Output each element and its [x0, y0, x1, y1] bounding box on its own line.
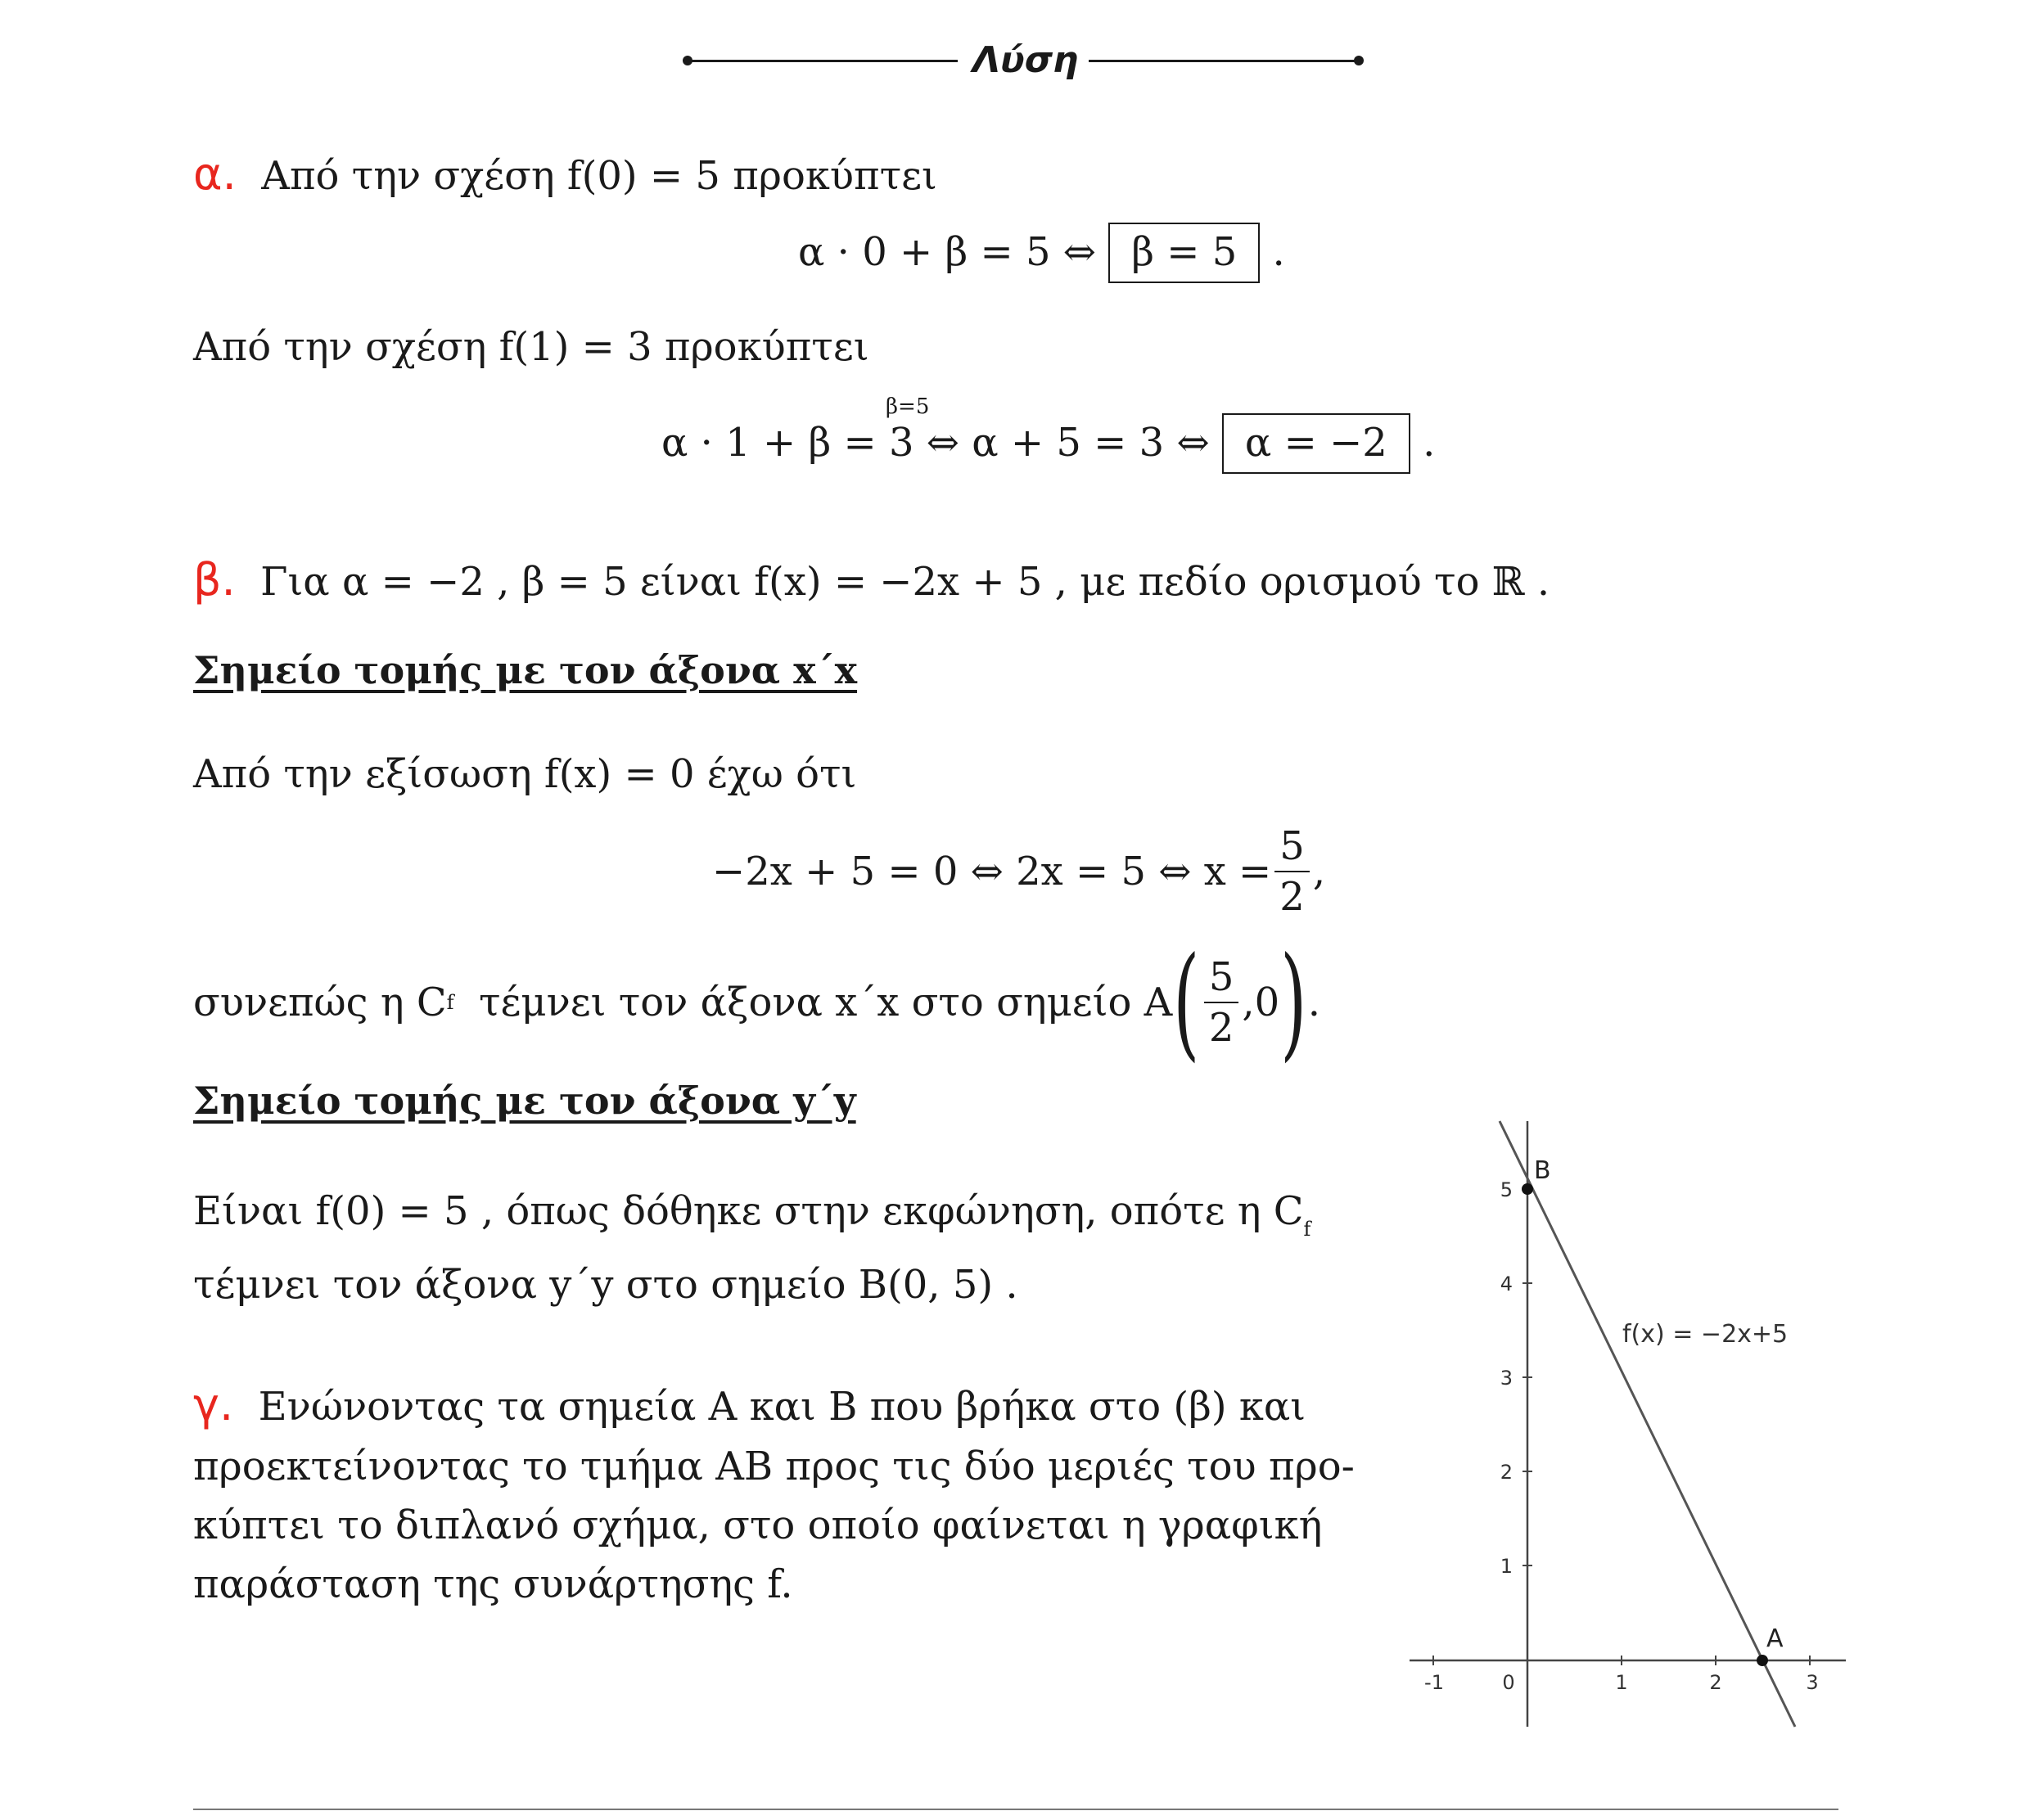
line3-subscript: f: [446, 991, 454, 1014]
part-c-line4: παράσταση της συνάρτησης f.: [193, 1561, 793, 1607]
part-b-line1: [193, 554, 1550, 606]
heading-y-axis-intersection: Σημείο τομής με τον άξονα y΄y: [193, 1079, 856, 1123]
equation2-text: α · 1 + β = 3 ⇔ α + 5 = 3 ⇔: [661, 420, 1210, 466]
equation1-result-box: β = 5: [1108, 223, 1260, 283]
line4-subscript: f: [1303, 1218, 1311, 1241]
right-parenthesis: ): [1280, 931, 1307, 1074]
point-b-marker: [1522, 1183, 1533, 1195]
line3-end: .: [1307, 980, 1320, 1025]
equation2-result-box: α = −2: [1222, 413, 1410, 474]
part-a-marker: α.: [193, 148, 237, 200]
point-a-numerator: 5: [1208, 954, 1234, 1000]
equation2-end: .: [1423, 420, 1436, 466]
part-c-line1: [193, 1379, 1306, 1430]
x-tick-label: 2: [1709, 1671, 1722, 1694]
x-tick-label: 3: [1806, 1671, 1819, 1694]
part-b-text1: Για α = −2 , β = 5 είναι f(x) = −2x + 5 , με πεδίο ορισμού το ℝ .: [260, 559, 1550, 605]
part-b-line5: τέμνει τον άξονα y΄y στο σημείο B(0, 5) .: [193, 1262, 1018, 1308]
point-a-y: ,0: [1242, 980, 1280, 1025]
function-label: f(x) = −2x+5: [1622, 1320, 1789, 1349]
part-a-line1: [193, 148, 937, 200]
part-b-marker: β.: [193, 554, 236, 606]
heading-x-axis-intersection: Σημείο τομής με τον άξονα x΄x: [193, 648, 858, 692]
equation1-end: .: [1272, 229, 1285, 275]
header-rule-left: [688, 60, 958, 62]
point-a-marker: [1757, 1655, 1768, 1666]
part-b-line2: Από την εξίσωση f(x) = 0 έχω ότι: [193, 751, 857, 797]
x-tick-label: 0: [1502, 1671, 1515, 1694]
line3-mid: τέμνει τον άξονα x΄x στο σημείο A: [453, 980, 1173, 1025]
header-rule-right: [1089, 60, 1359, 62]
part-a-equation1: [798, 223, 1285, 283]
line3-pre: συνεπώς η C: [193, 980, 447, 1025]
point-a-denominator: 2: [1204, 1002, 1239, 1047]
y-tick-label: 3: [1500, 1367, 1513, 1390]
part-a-equation2: [661, 413, 1435, 474]
point-a-fraction: [1204, 954, 1239, 1051]
y-tick-label: 1: [1500, 1555, 1513, 1578]
x-tick-label: 1: [1615, 1671, 1628, 1694]
line4-text: Είναι f(0) = 5 , όπως δόθηκε στην εκφώνηση, οπότε η C: [193, 1188, 1304, 1234]
header-rule-right-dot: [1354, 56, 1364, 65]
bottom-divider: [193, 1809, 1838, 1810]
equation3-end: ,: [1312, 849, 1326, 894]
part-b-equation3: [712, 823, 1326, 920]
function-line: [1500, 1121, 1795, 1727]
x-tick-label: -1: [1424, 1671, 1444, 1694]
fraction-numerator: 5: [1279, 823, 1305, 869]
part-c-line3: κύπτει το διπλανό σχήμα, στο οποίο φαίνεται η γραφική: [193, 1502, 1323, 1548]
function-graph: [1392, 1113, 1858, 1735]
y-tick-label: 2: [1500, 1461, 1513, 1484]
part-a-line2: Από την σχέση f(1) = 3 προκύπτει: [193, 324, 869, 370]
part-a-text1: Από την σχέση f(0) = 5 προκύπτει: [261, 153, 937, 199]
point-b-label: B: [1534, 1156, 1551, 1185]
y-tick-label: 5: [1500, 1178, 1513, 1201]
part-c-marker: γ.: [193, 1379, 234, 1430]
y-tick-label: 4: [1500, 1273, 1513, 1295]
fraction-denominator: 2: [1274, 871, 1310, 917]
header-rule-left-dot: [683, 56, 692, 65]
fraction-five-halves: [1274, 823, 1310, 920]
equation2-overset: β=5: [886, 394, 930, 419]
part-b-line3: [193, 931, 1320, 1074]
part-c-text1: Ενώνοντας τα σημεία A και B που βρήκα στο (β) και: [258, 1384, 1306, 1430]
equation1-text: α · 0 + β = 5 ⇔: [798, 229, 1096, 275]
equation3-text: −2x + 5 = 0 ⇔ 2x = 5 ⇔ x =: [712, 849, 1272, 894]
left-parenthesis: (: [1173, 931, 1200, 1074]
point-a-label: A: [1766, 1624, 1784, 1653]
part-b-line4: [193, 1188, 1311, 1241]
part-c-line2: προεκτείνοντας το τμήμα AB προς τις δύο μεριές του προ-: [193, 1444, 1355, 1489]
page-title: Λύση: [972, 39, 1079, 81]
